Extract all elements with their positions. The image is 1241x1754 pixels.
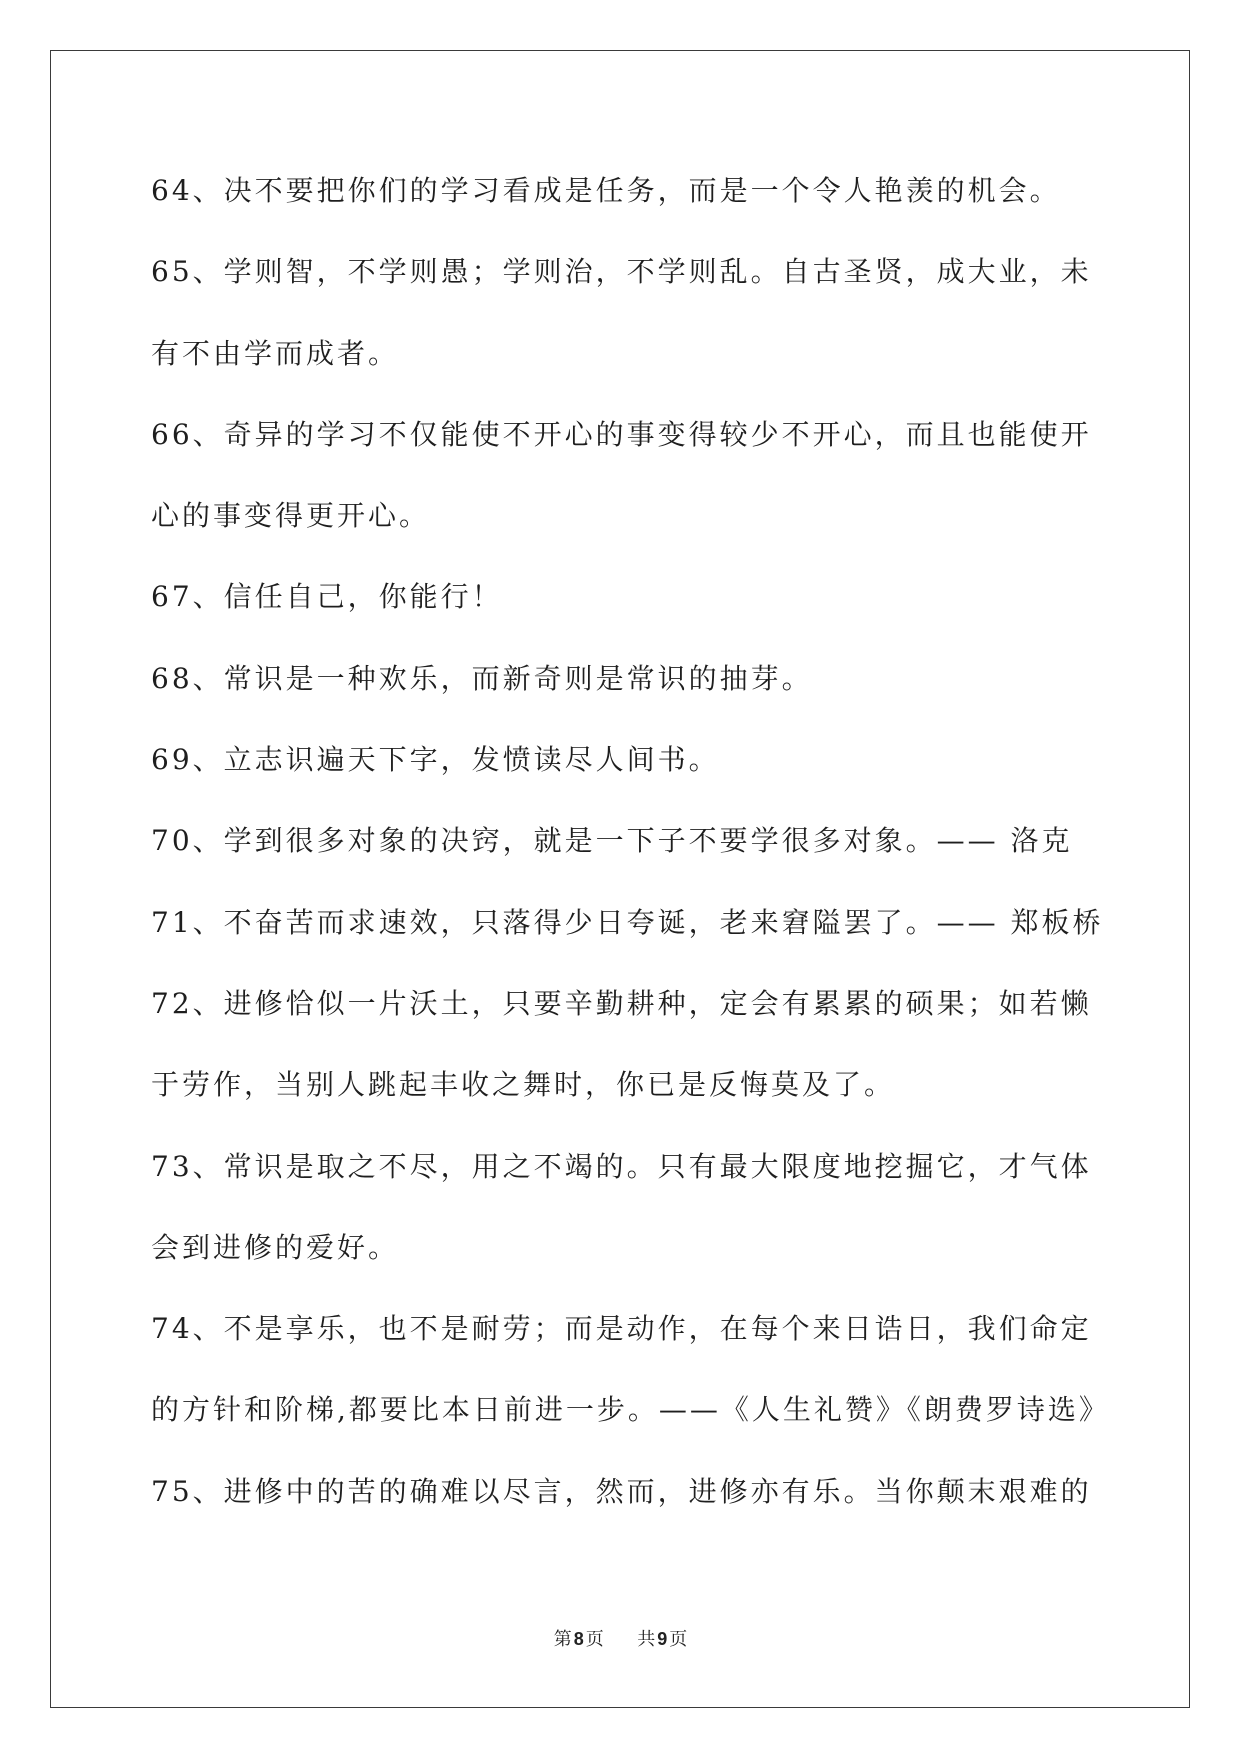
text-line: 70、学到很多对象的决窍，就是一下子不要学很多对象。—— 洛克 (151, 824, 1073, 858)
text-line: 的方针和阶梯,都要比本日前进一步。——《人生礼赞》《朗费罗诗选》 (151, 1393, 1110, 1427)
text-line: 66、奇异的学习不仅能使不开心的事变得较少不开心，而且也能使开 (151, 417, 1092, 451)
text-line: 71、不奋苦而求速效，只落得少日夸诞，老来窘隘罢了。—— 郑板桥 (151, 905, 1104, 939)
text-line: 于劳作，当别人跳起丰收之舞时，你已是反悔莫及了。 (151, 1068, 896, 1102)
text-line: 69、立志识遍天下字，发愤读尽人间书。 (151, 743, 720, 777)
text-line: 68、常识是一种欢乐，而新奇则是常识的抽芽。 (151, 661, 813, 695)
text-line: 72、进修恰似一片沃土，只要辛勤耕种，定会有累累的硕果；如若懒 (151, 986, 1092, 1020)
text-line: 65、学则智，不学则愚；学则治，不学则乱。自古圣贤，成大业，未 (151, 255, 1092, 289)
text-line: 64、决不要把你们的学习看成是任务，而是一个令人艳羡的机会。 (151, 174, 1061, 207)
page-number-suffix: 页 (585, 1629, 604, 1650)
page-number (554, 1629, 610, 1650)
page-number-prefix: 第 (553, 1629, 572, 1650)
current-page-number: 8 (573, 1629, 584, 1649)
text-line: 会到进修的爱好。 (151, 1230, 400, 1264)
page-total-prefix: 共 (637, 1629, 656, 1650)
text-line: 75、进修中的苦的确难以尽言，然而，进修亦有乐。当你颠末艰难的 (151, 1474, 1092, 1508)
text-line: 心的事变得更开心。 (151, 499, 431, 533)
text-line: 74、不是享乐，也不是耐劳；而是动作，在每个来日诰日，我们命定 (151, 1312, 1092, 1346)
page-total-suffix: 页 (669, 1629, 688, 1650)
text-line: 有不由学而成者。 (151, 336, 400, 370)
total-page-count: 9 (657, 1629, 668, 1649)
page-total (637, 1629, 687, 1650)
page-footer (0, 1624, 1241, 1655)
text-line: 67、信任自己，你能行！ (151, 580, 503, 614)
text-line: 73、常识是取之不尽，用之不竭的。只有最大限度地挖掘它，才气体 (151, 1149, 1092, 1183)
document-body (151, 150, 1181, 1532)
